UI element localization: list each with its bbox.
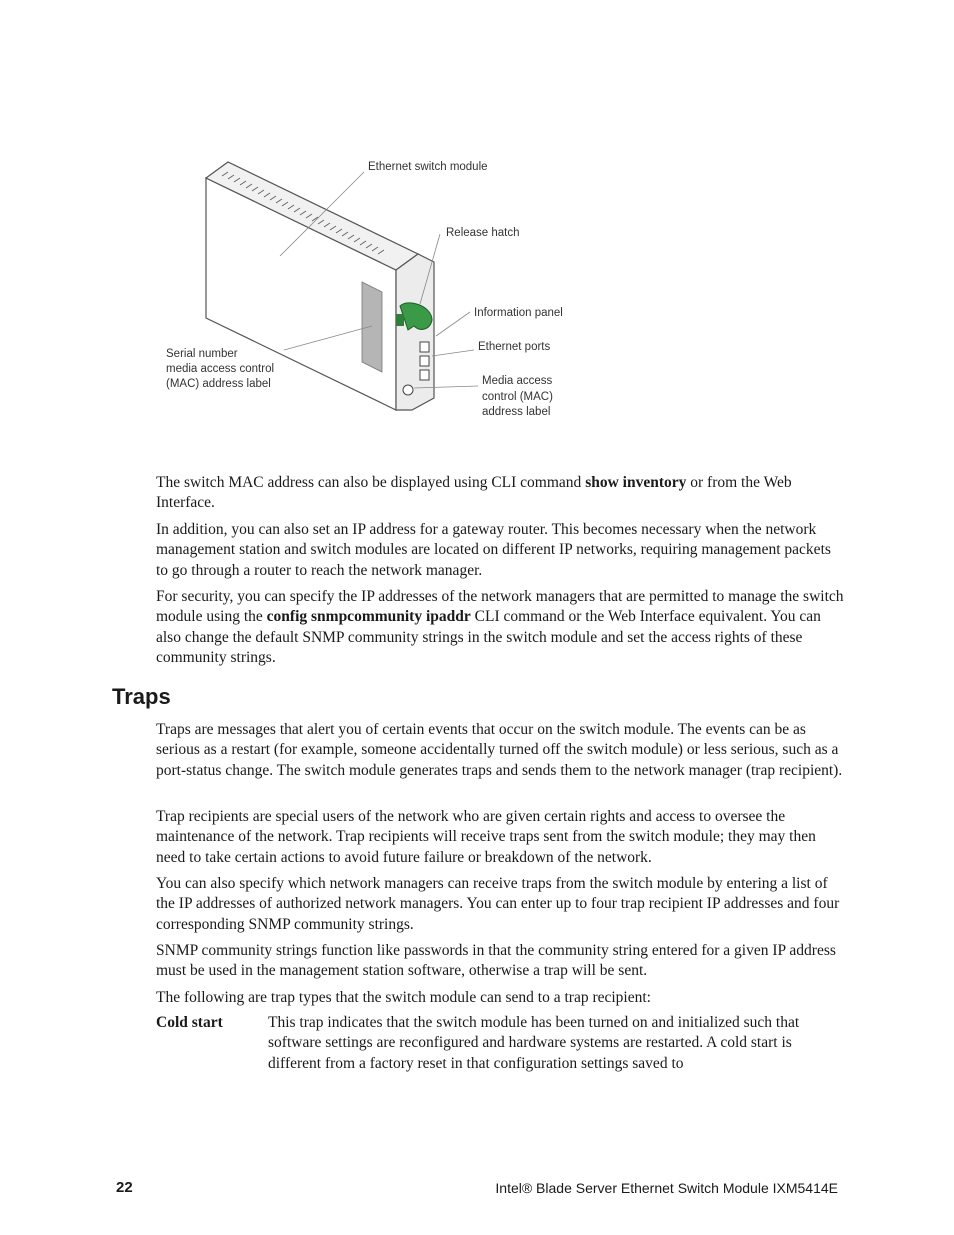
footer-document-title: Intel® Blade Server Ethernet Switch Module IXM5414E [495,1180,838,1196]
label-media-access-3: address label [482,406,551,418]
definition-desc-cold-start: This trap indicates that the switch module has been turned on and initialized such that software settings are reconfigured and hardware systems are restarted. A cold start is different from a factory reset in that configuration settings saved to [268,1014,800,1072]
paragraph-security [156,587,846,668]
release-hatch-tab [396,314,404,326]
label-serial-3: (MAC) address label [166,378,271,390]
definition-term-cold-start: Cold start [156,1014,223,1031]
command-show-inventory: show inventory [585,474,687,491]
section-heading-traps: Traps [112,684,171,709]
paragraph-trap-types: The following are trap types that the switch module can send to a trap recipient: [156,989,651,1006]
paragraph-community-strings: SNMP community strings function like passwords in that the community string entered for a given IP address must be used in the management station software, otherwise a trap will be sent. [156,942,836,980]
serial-number-label [362,282,382,372]
switch-module-illustration [150,110,596,450]
label-serial-1: Serial number [166,348,238,360]
paragraph-traps-intro: Traps are messages that alert you of certain events that occur on the switch module. The events can be as serious as a restart (for example, someone accidentally turned off the switch module) or less serious, such as a port-status change. The switch module generates traps and sends them to the network manager (trap recipient). [156,721,843,779]
command-config-snmpcommunity: config snmpcommunity ipaddr [266,608,471,626]
ethernet-port-shapes [420,342,429,380]
label-media-access-1: Media access [482,375,553,387]
label-release-hatch: Release hatch [446,227,520,239]
switch-module-figure [150,110,596,450]
page-number: 22 [116,1179,133,1196]
text-run: For security, you can specify the IP addresses of the network managers that are permitted to manage the switch module using the [156,588,844,626]
label-ethernet-ports: Ethernet ports [478,341,551,353]
paragraph-gateway: In addition, you can also set an IP address for a gateway router. This becomes necessary when the network management station and switch modules are located on different IP networks, requiring management packets to go through a router to reach the network manager. [156,521,831,579]
label-information-panel: Information panel [474,307,563,319]
text-run: or from the Web Interface. [156,474,792,512]
label-ethernet-switch-module: Ethernet switch module [368,161,488,173]
paragraph-trap-recipients: Trap recipients are special users of the network who are given certain rights and access to oversee the maintenance of the network. Trap recipients will receive traps sent from the switch module; they may then need to take certain actions to avoid future failure or breakdown of the network. [156,808,816,866]
mac-label-dot [403,385,413,395]
module-end-panel [396,254,434,410]
label-media-access-2: control (MAC) [482,391,553,403]
text-run: The switch MAC address can also be displayed using CLI command [156,474,586,491]
label-serial-2: media access control [166,363,275,375]
paragraph-specify-managers: You can also specify which network managers can receive traps from the switch module by entering a list of the IP addresses of authorized network managers. You can enter up to four trap recipient IP addresses and four corresponding SNMP community strings. [156,875,840,933]
text-run: CLI command or the Web Interface equivalent. You can also change the default SNMP community strings in the switch module and set the access rights of these community strings. [156,608,821,666]
paragraph-mac-display [156,473,846,514]
